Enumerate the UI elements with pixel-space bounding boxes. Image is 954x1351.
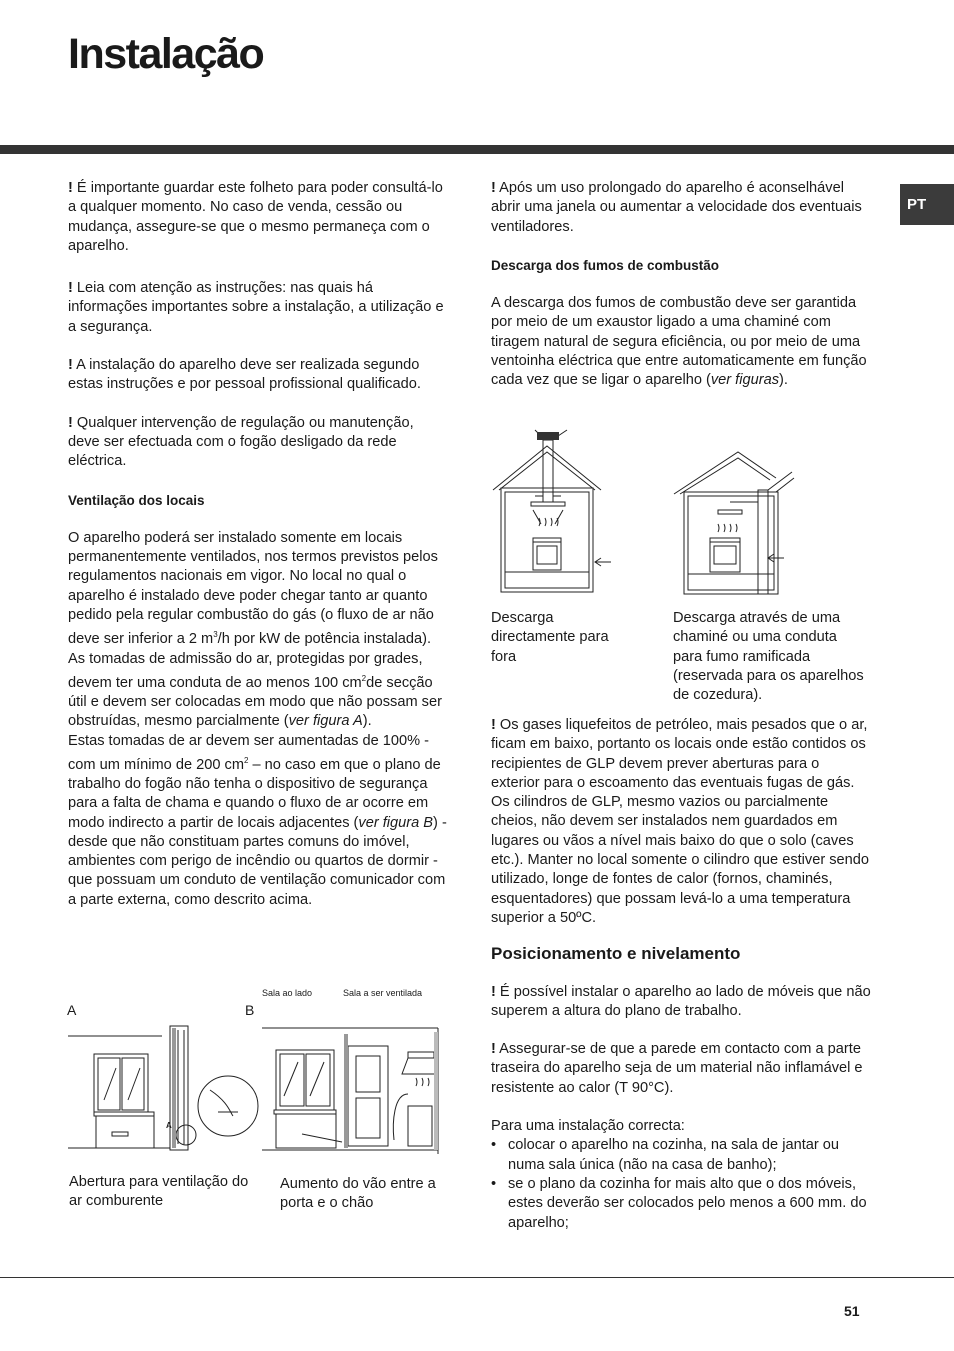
figure-chimney-exhaust-caption: Descarga através de uma chaminé ou uma conduta para fumo ramificada (reservada para os aparelhos de cozedura). bbox=[673, 610, 864, 704]
paragraph-text: Leia com atenção as instruções: nas quais há informações importantes sobre a instalação, a utilização e a segurança. bbox=[68, 280, 444, 335]
label-adjacent-room: Sala ao lado bbox=[262, 988, 313, 998]
text-run: – no caso em que o plano de trabalho do fogão não tenha o dispositivo de segurança para a falta de chama e quando o fluxo de ar ocorre em modo indirecto a partir de locais adjacentes ( bbox=[68, 756, 441, 831]
install-bullet-list bbox=[491, 1136, 871, 1232]
page-title: Instalação bbox=[68, 30, 264, 78]
install-intro: Para uma instalação correcta: bbox=[491, 1118, 685, 1135]
warning-read-instructions bbox=[68, 279, 448, 337]
warning-lpg bbox=[491, 716, 871, 793]
figure-b-caption: Aumento do vão entre a porta e o chão bbox=[280, 1176, 436, 1212]
figure-a-caption: Abertura para ventilação do ar comburente bbox=[69, 1174, 249, 1210]
figure-a-ventilation-opening bbox=[68, 1020, 248, 1160]
warning-mark: ! bbox=[68, 357, 73, 374]
exhaust-heading: Descarga dos fumos de combustão bbox=[491, 257, 720, 273]
paragraph-text: Assegurar-se de que a parede em contacto com a parte traseira do aparelho seja de um material não inflamável e resistente ao calor (T 90°C). bbox=[491, 1041, 863, 1096]
page-number: 51 bbox=[844, 1303, 860, 1319]
header-rule bbox=[0, 145, 954, 154]
paragraph-text: Qualquer intervenção de regulação ou manutenção, deve ser efectuada com o fogão desligado da rede eléctrica. bbox=[68, 414, 414, 470]
text-run: de secção útil e devem ser colocadas em modo que não possam ser obstruídas, mesmo parcialmente ( bbox=[68, 674, 442, 730]
list-item: • se o plano da cozinha for mais alto que o dos móveis, estes deverão ser colocados pelo menos a 600 mm. do aparelho; bbox=[491, 1175, 871, 1233]
text-run: ). bbox=[779, 372, 788, 389]
right-column bbox=[491, 179, 871, 391]
ventilation-paragraph-2 bbox=[68, 650, 448, 732]
language-tab: PT bbox=[900, 184, 954, 225]
list-item: • colocar o aparelho na cozinha, na sala de jantar ou numa sala única (não na casa de banho); bbox=[491, 1136, 871, 1175]
paragraph-text: É possível instalar o aparelho ao lado de móveis que não superem a altura do plano de trabalho. bbox=[491, 983, 871, 1019]
warning-keep-leaflet bbox=[68, 179, 448, 256]
figure-reference: ver figuras bbox=[710, 372, 779, 389]
warning-ventilate bbox=[491, 179, 871, 237]
figure-direct-exhaust bbox=[491, 426, 606, 596]
warning-mark: ! bbox=[68, 180, 73, 196]
warning-mark: ! bbox=[491, 983, 496, 1000]
text-run: ) - desde que não constituam partes comuns do imóvel, ambientes com perigo de incêndio ou quartos de dormir - que possuam um conduto de ventilação comunicador com a parte externa, como descrito acima. bbox=[68, 814, 447, 908]
ventilation-paragraph-3 bbox=[68, 732, 448, 911]
warning-mark: ! bbox=[491, 1041, 496, 1058]
warning-mark: ! bbox=[491, 180, 496, 196]
lpg-cylinders-paragraph: Os cilindros de GLP, mesmo vazios ou parcialmente cheios, não devem ser instalados nem guardados em lugares ou vãos a nível mais baixo do que o solo (caves etc.). Manter no local somente o cilindro que estiver sendo utilizado, longe de fontes de calor (fornos, chaminés, esquentadores) que possam levá-lo a uma temperatura superior a 50ºC. bbox=[491, 794, 870, 926]
warning-furniture-height bbox=[491, 983, 871, 1022]
left-column bbox=[68, 179, 448, 910]
figure-reference: ver figura A bbox=[288, 713, 363, 730]
figure-direct-exhaust-caption: Descarga directamente para fora bbox=[491, 610, 609, 665]
figure-a-detail-label: A bbox=[166, 1121, 172, 1130]
exhaust-paragraph bbox=[491, 294, 871, 390]
positioning-heading: Posicionamento e nivelamento bbox=[491, 944, 741, 964]
figure-b-door-gap bbox=[262, 1022, 442, 1157]
superscript: 2 bbox=[244, 755, 249, 765]
text-run: ). bbox=[362, 713, 372, 730]
warning-mark: ! bbox=[491, 717, 496, 733]
figure-chimney-exhaust bbox=[672, 450, 802, 596]
paragraph-text: A instalação do aparelho deve ser realizada segundo estas instruções e por pessoal profissional qualificado. bbox=[68, 357, 421, 393]
figure-reference: ver figura B bbox=[358, 814, 434, 831]
label-ventilated-room: Sala a ser ventilada bbox=[343, 988, 423, 998]
paragraph-text: Os gases liquefeitos de petróleo, mais pesados que o ar, ficam em baixo, portanto os locais onde estão contidos os recipientes de GLP devem prever aberturas para o exterior para o escoamento das eventuais fugas de gás. bbox=[491, 717, 868, 791]
warning-professional-install bbox=[68, 356, 448, 395]
figure-b-label: B bbox=[245, 1002, 255, 1018]
text-run: As tomadas de admissão do ar, protegidas por grades, devem ter uma conduta de ao menos 100 cm bbox=[68, 650, 423, 691]
right-column-lower bbox=[491, 716, 871, 1233]
ventilation-paragraph-1 bbox=[68, 529, 448, 650]
footer-rule bbox=[0, 1277, 954, 1278]
ventilation-heading: Ventilação dos locais bbox=[68, 492, 205, 508]
text-run: Estas tomadas de ar devem ser aumentadas de 100% - com um mínimo de 200 cm bbox=[68, 732, 429, 773]
warning-disconnect bbox=[68, 414, 448, 472]
text-run: /h por kW de potência instalada). bbox=[217, 631, 432, 648]
text-run: O aparelho poderá ser instalado somente em locais permanentemente ventilados, nos termos previstos pelos regulamentos nacionais em vigor. No local no qual o aparelho é instalado deve poder chegar tanto ar quanto pedido pela regular combustão do gás (o fluxo de ar não deve ser inferior a 2 m bbox=[68, 529, 438, 648]
warning-mark: ! bbox=[68, 414, 73, 431]
superscript: 2 bbox=[361, 673, 367, 683]
warning-mark: ! bbox=[68, 280, 73, 297]
superscript: 3 bbox=[213, 630, 218, 640]
warning-wall-material bbox=[491, 1040, 871, 1098]
figure-a-label: A bbox=[67, 1002, 77, 1018]
text-run: A descarga dos fumos de combustão deve ser garantida por meio de um exaustor ligado a uma chaminé com tiragem natural de segura eficiência, ou por meio de uma ventoinha eléctrica que entre automaticamente em função cada vez que se ligar o aparelho ( bbox=[491, 295, 867, 389]
paragraph-text: É importante guardar este folheto para poder consultá-lo a qualquer momento. No caso de venda, cessão ou mudança, assegure-se que o mesmo permaneça com o aparelho. bbox=[68, 180, 443, 254]
paragraph-text: Após um uso prolongado do aparelho é aconselhável abrir uma janela ou aumentar a velocidade dos eventuais ventiladores. bbox=[491, 180, 862, 235]
